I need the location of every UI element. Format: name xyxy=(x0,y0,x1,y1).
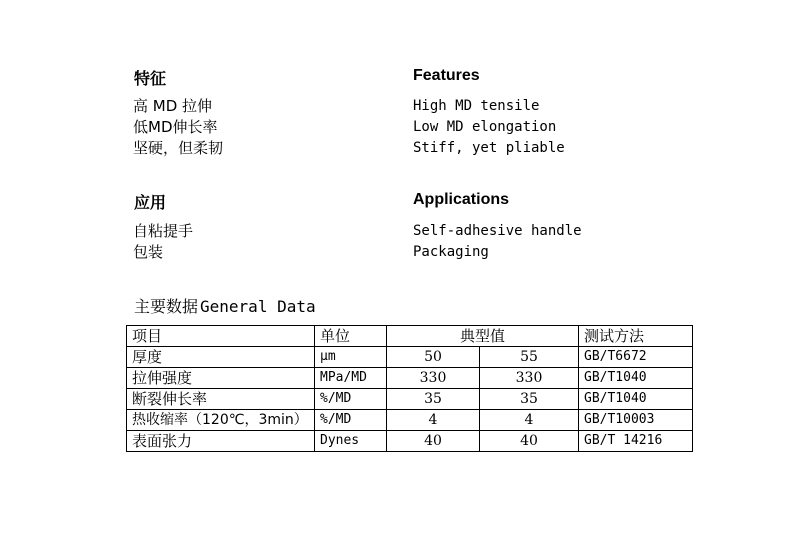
row-method: GB/T10003 xyxy=(579,410,693,431)
row-value-1: 330 xyxy=(387,368,480,389)
applications-heading-en: Applications xyxy=(413,191,510,208)
general-data-title-en: General Data xyxy=(200,297,316,316)
application-item-en: Packaging xyxy=(413,244,489,260)
row-item: 厚度 xyxy=(127,347,315,368)
row-item: 断裂伸长率 xyxy=(127,389,315,410)
row-value-1: 40 xyxy=(387,431,480,452)
applications-heading-cn: 应用 xyxy=(134,193,167,212)
applications-list-cn xyxy=(133,221,193,263)
row-value-2: 40 xyxy=(480,431,579,452)
header-unit: 单位 xyxy=(315,326,387,347)
header-test-method: 测试方法 xyxy=(579,326,693,347)
features-heading-cn: 特征 xyxy=(134,69,167,88)
row-method: GB/T1040 xyxy=(579,368,693,389)
row-item: 拉伸强度 xyxy=(127,368,315,389)
table-row xyxy=(127,410,693,431)
application-item-en: Self-adhesive handle xyxy=(413,223,582,239)
feature-item-en: Low MD elongation xyxy=(413,119,557,135)
header-item: 项目 xyxy=(127,326,315,347)
features-heading-en: Features xyxy=(413,67,480,84)
feature-item-cn: 坚硬，但柔韧 xyxy=(133,139,224,157)
table-row xyxy=(127,368,693,389)
table-row xyxy=(127,347,693,368)
header-typical-value: 典型值 xyxy=(387,326,579,347)
row-unit: μm xyxy=(315,347,387,368)
row-value-2: 35 xyxy=(480,389,579,410)
row-method: GB/T 14216 xyxy=(579,431,693,452)
application-item-cn: 自粘提手 xyxy=(133,222,194,240)
row-unit: %/MD xyxy=(315,410,387,431)
applications-list-en xyxy=(413,221,582,263)
row-method: GB/T1040 xyxy=(579,389,693,410)
general-data-title-cn: 主要数据 xyxy=(134,297,199,316)
application-item-cn: 包装 xyxy=(133,243,164,261)
row-unit: %/MD xyxy=(315,389,387,410)
general-data-title xyxy=(134,294,316,317)
row-value-1: 4 xyxy=(387,410,480,431)
row-item: 热收缩率（120℃，3min） xyxy=(127,410,315,431)
feature-item-cn: 高 MD 拉伸 xyxy=(133,97,213,115)
row-value-2: 55 xyxy=(480,347,579,368)
table-header-row xyxy=(127,326,693,347)
row-unit: MPa/MD xyxy=(315,368,387,389)
feature-item-en: High MD tensile xyxy=(413,98,540,114)
features-list-en xyxy=(413,96,565,159)
table-row xyxy=(127,431,693,452)
features-list-cn xyxy=(133,96,223,159)
row-unit: Dynes xyxy=(315,431,387,452)
table-row xyxy=(127,389,693,410)
row-value-1: 50 xyxy=(387,347,480,368)
feature-item-cn: 低MD伸长率 xyxy=(133,118,218,136)
row-item: 表面张力 xyxy=(127,431,315,452)
general-data-table xyxy=(126,325,693,452)
row-value-2: 4 xyxy=(480,410,579,431)
feature-item-en: Stiff, yet pliable xyxy=(413,140,565,156)
row-value-1: 35 xyxy=(387,389,480,410)
row-method: GB/T6672 xyxy=(579,347,693,368)
row-value-2: 330 xyxy=(480,368,579,389)
